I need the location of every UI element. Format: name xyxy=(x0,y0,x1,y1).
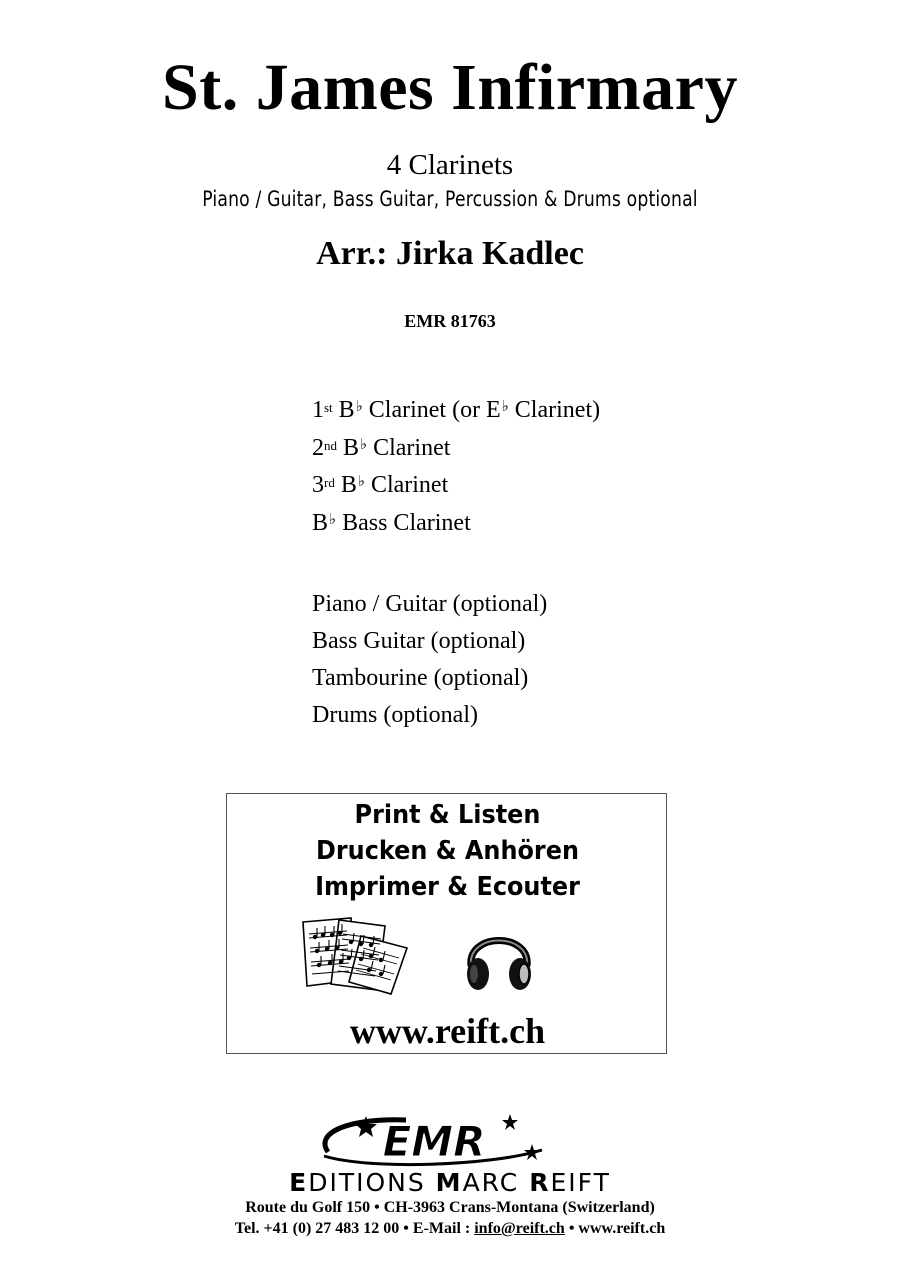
emr-logo xyxy=(310,1112,550,1172)
email-link[interactable]: info@reift.ch xyxy=(474,1220,565,1237)
clarinet-parts-list xyxy=(312,396,600,546)
part-item: Tambourine (optional) xyxy=(312,665,529,691)
flat-sign-icon: ♭ xyxy=(360,436,368,453)
part-item: 2nd B♭ Clarinet xyxy=(312,434,451,461)
optional-parts-list xyxy=(312,590,547,738)
flat-sign-icon: ♭ xyxy=(355,399,363,415)
part-item: 3rd B♭ Clarinet xyxy=(312,472,449,498)
emr-logo-text: EMR xyxy=(382,1117,486,1166)
part-item: Bass Guitar (optional) xyxy=(312,628,526,654)
part-item: B♭ Bass Clarinet xyxy=(312,509,471,536)
promo-website[interactable]: www.reift.ch xyxy=(349,1011,546,1051)
arranger-credit: Arr.: Jirka Kadlec xyxy=(316,235,584,272)
flat-sign-icon: ♭ xyxy=(329,511,337,528)
promo-line-german: Drucken & Anhören xyxy=(316,836,579,866)
part-item: Piano / Guitar (optional) xyxy=(312,591,548,617)
print-listen-box xyxy=(226,793,667,1054)
publisher-address: Route du Golf 150 • CH-3963 Crans-Montana (Switzerland) xyxy=(245,1199,655,1216)
part-item: Drums (optional) xyxy=(312,702,478,728)
sheet-music-icon xyxy=(299,914,411,996)
flat-sign-icon: ♭ xyxy=(501,399,509,415)
ensemble-subtitle: 4 Clarinets xyxy=(386,149,514,181)
publisher-name: EDITIONS MARC REIFT xyxy=(289,1168,611,1197)
flat-sign-icon: ♭ xyxy=(357,474,365,490)
headphones-icon xyxy=(463,918,535,998)
promo-line-english: Print & Listen xyxy=(354,800,541,830)
promo-line-french: Imprimer & Ecouter xyxy=(315,872,580,902)
catalog-number: EMR 81763 xyxy=(404,311,496,331)
part-item: 1st B♭ Clarinet (or E♭ Clarinet) xyxy=(312,397,601,423)
publisher-contact: Tel. +41 (0) 27 483 12 00 • E-Mail : info@reift.ch • www.reift.ch xyxy=(234,1220,666,1237)
instrumentation-line: Piano / Guitar, Bass Guitar, Percussion & Drums optional xyxy=(202,187,698,211)
score-title: St. James Infirmary xyxy=(162,51,738,124)
